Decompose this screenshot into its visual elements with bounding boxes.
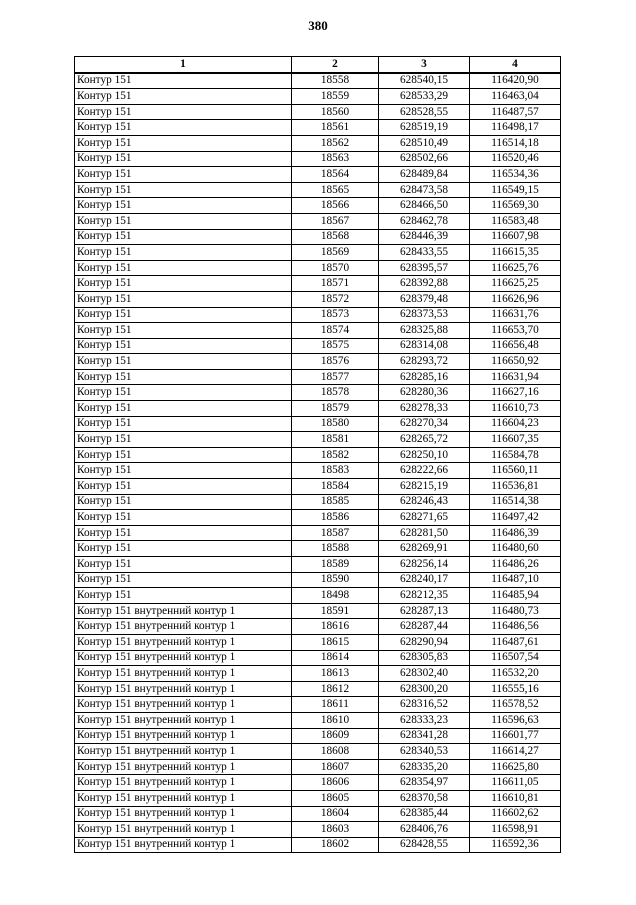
point-number-cell: 18577	[292, 369, 379, 385]
table-row	[75, 73, 561, 89]
point-number-cell: 18561	[292, 120, 379, 136]
point-number-cell: 18584	[292, 479, 379, 495]
point-number-cell: 18567	[292, 213, 379, 229]
table-row	[75, 775, 561, 791]
table-row	[75, 588, 561, 604]
x-coordinate-cell: 628489,84	[379, 167, 470, 183]
y-coordinate-cell: 116514,38	[470, 494, 561, 510]
contour-name-cell: Контур 151 внутренний контур 1	[75, 728, 292, 744]
point-number-cell: 18585	[292, 494, 379, 510]
contour-name-cell: Контур 151	[75, 151, 292, 167]
x-coordinate-cell: 628519,19	[379, 120, 470, 136]
contour-name-cell: Контур 151	[75, 416, 292, 432]
contour-name-cell: Контур 151	[75, 276, 292, 292]
point-number-cell: 18583	[292, 463, 379, 479]
contour-name-cell: Контур 151	[75, 323, 292, 339]
x-coordinate-cell: 628335,20	[379, 759, 470, 775]
contour-name-cell: Контур 151	[75, 245, 292, 261]
x-coordinate-cell: 628373,53	[379, 307, 470, 323]
contour-name-cell: Контур 151	[75, 213, 292, 229]
contour-name-cell: Контур 151	[75, 525, 292, 541]
y-coordinate-cell: 116607,98	[470, 229, 561, 245]
y-coordinate-cell: 116631,94	[470, 369, 561, 385]
contour-name-cell: Контур 151	[75, 447, 292, 463]
y-coordinate-cell: 116627,16	[470, 385, 561, 401]
x-coordinate-cell: 628406,76	[379, 822, 470, 838]
x-coordinate-cell: 628462,78	[379, 213, 470, 229]
y-coordinate-cell: 116487,57	[470, 104, 561, 120]
column-header-4: 4	[470, 57, 561, 73]
coordinates-table	[74, 56, 561, 853]
point-number-cell: 18574	[292, 323, 379, 339]
y-coordinate-cell: 116626,96	[470, 291, 561, 307]
table-row	[75, 323, 561, 339]
table-row	[75, 182, 561, 198]
contour-name-cell: Контур 151	[75, 291, 292, 307]
x-coordinate-cell: 628385,44	[379, 806, 470, 822]
table-row	[75, 447, 561, 463]
contour-name-cell: Контур 151	[75, 432, 292, 448]
point-number-cell: 18563	[292, 151, 379, 167]
y-coordinate-cell: 116610,81	[470, 790, 561, 806]
point-number-cell: 18587	[292, 525, 379, 541]
point-number-cell: 18573	[292, 307, 379, 323]
table-row	[75, 291, 561, 307]
table-row	[75, 167, 561, 183]
y-coordinate-cell: 116534,36	[470, 167, 561, 183]
y-coordinate-cell: 116486,56	[470, 619, 561, 635]
y-coordinate-cell: 116610,73	[470, 401, 561, 417]
y-coordinate-cell: 116520,46	[470, 151, 561, 167]
point-number-cell: 18575	[292, 338, 379, 354]
point-number-cell: 18611	[292, 697, 379, 713]
contour-name-cell: Контур 151 внутренний контур 1	[75, 603, 292, 619]
table-row	[75, 338, 561, 354]
table-row	[75, 432, 561, 448]
y-coordinate-cell: 116583,48	[470, 213, 561, 229]
x-coordinate-cell: 628300,20	[379, 681, 470, 697]
point-number-cell: 18579	[292, 401, 379, 417]
y-coordinate-cell: 116569,30	[470, 198, 561, 214]
contour-name-cell: Контур 151 внутренний контур 1	[75, 790, 292, 806]
y-coordinate-cell: 116497,42	[470, 510, 561, 526]
y-coordinate-cell: 116625,25	[470, 276, 561, 292]
y-coordinate-cell: 116486,39	[470, 525, 561, 541]
point-number-cell: 18615	[292, 634, 379, 650]
x-coordinate-cell: 628305,83	[379, 650, 470, 666]
table-header-row	[75, 57, 561, 73]
column-header-2: 2	[292, 57, 379, 73]
contour-name-cell: Контур 151	[75, 198, 292, 214]
contour-name-cell: Контур 151	[75, 307, 292, 323]
table-row	[75, 744, 561, 760]
contour-name-cell: Контур 151	[75, 120, 292, 136]
point-number-cell: 18608	[292, 744, 379, 760]
table-row	[75, 213, 561, 229]
table-row	[75, 572, 561, 588]
table-body	[75, 73, 561, 853]
point-number-cell: 18580	[292, 416, 379, 432]
y-coordinate-cell: 116507,54	[470, 650, 561, 666]
page-number: 380	[308, 18, 328, 33]
x-coordinate-cell: 628466,50	[379, 198, 470, 214]
x-coordinate-cell: 628222,66	[379, 463, 470, 479]
table-row	[75, 666, 561, 682]
x-coordinate-cell: 628285,16	[379, 369, 470, 385]
x-coordinate-cell: 628278,33	[379, 401, 470, 417]
table-row	[75, 245, 561, 261]
contour-name-cell: Контур 151 внутренний контур 1	[75, 681, 292, 697]
contour-name-cell: Контур 151 внутренний контур 1	[75, 666, 292, 682]
point-number-cell: 18578	[292, 385, 379, 401]
x-coordinate-cell: 628212,35	[379, 588, 470, 604]
x-coordinate-cell: 628395,57	[379, 260, 470, 276]
y-coordinate-cell: 116485,94	[470, 588, 561, 604]
x-coordinate-cell: 628270,34	[379, 416, 470, 432]
y-coordinate-cell: 116602,62	[470, 806, 561, 822]
x-coordinate-cell: 628341,28	[379, 728, 470, 744]
x-coordinate-cell: 628333,23	[379, 712, 470, 728]
point-number-cell: 18581	[292, 432, 379, 448]
point-number-cell: 18558	[292, 73, 379, 89]
y-coordinate-cell: 116498,17	[470, 120, 561, 136]
point-number-cell: 18607	[292, 759, 379, 775]
y-coordinate-cell: 116555,16	[470, 681, 561, 697]
y-coordinate-cell: 116631,76	[470, 307, 561, 323]
table-row	[75, 806, 561, 822]
x-coordinate-cell: 628293,72	[379, 354, 470, 370]
point-number-cell: 18589	[292, 557, 379, 573]
x-coordinate-cell: 628370,58	[379, 790, 470, 806]
contour-name-cell: Контур 151	[75, 557, 292, 573]
contour-name-cell: Контур 151 внутренний контур 1	[75, 634, 292, 650]
table-row	[75, 260, 561, 276]
contour-name-cell: Контур 151 внутренний контур 1	[75, 806, 292, 822]
contour-name-cell: Контур 151	[75, 89, 292, 105]
table-row	[75, 650, 561, 666]
contour-name-cell: Контур 151	[75, 494, 292, 510]
x-coordinate-cell: 628246,43	[379, 494, 470, 510]
y-coordinate-cell: 116625,80	[470, 759, 561, 775]
x-coordinate-cell: 628510,49	[379, 135, 470, 151]
point-number-cell: 18565	[292, 182, 379, 198]
point-number-cell: 18602	[292, 837, 379, 853]
point-number-cell: 18566	[292, 198, 379, 214]
x-coordinate-cell: 628256,14	[379, 557, 470, 573]
contour-name-cell: Контур 151	[75, 369, 292, 385]
y-coordinate-cell: 116592,36	[470, 837, 561, 853]
contour-name-cell: Контур 151	[75, 572, 292, 588]
y-coordinate-cell: 116463,04	[470, 89, 561, 105]
table-row	[75, 790, 561, 806]
x-coordinate-cell: 628502,66	[379, 151, 470, 167]
table-row	[75, 120, 561, 136]
contour-name-cell: Контур 151 внутренний контур 1	[75, 744, 292, 760]
table-row	[75, 416, 561, 432]
table-row	[75, 603, 561, 619]
point-number-cell: 18588	[292, 541, 379, 557]
x-coordinate-cell: 628287,13	[379, 603, 470, 619]
x-coordinate-cell: 628340,53	[379, 744, 470, 760]
y-coordinate-cell: 116598,91	[470, 822, 561, 838]
x-coordinate-cell: 628271,65	[379, 510, 470, 526]
point-number-cell: 18591	[292, 603, 379, 619]
y-coordinate-cell: 116486,26	[470, 557, 561, 573]
contour-name-cell: Контур 151 внутренний контур 1	[75, 837, 292, 853]
column-header-3: 3	[379, 57, 470, 73]
y-coordinate-cell: 116614,27	[470, 744, 561, 760]
x-coordinate-cell: 628265,72	[379, 432, 470, 448]
contour-name-cell: Контур 151	[75, 167, 292, 183]
column-header-1: 1	[75, 57, 292, 73]
point-number-cell: 18572	[292, 291, 379, 307]
contour-name-cell: Контур 151 внутренний контур 1	[75, 712, 292, 728]
contour-name-cell: Контур 151 внутренний контур 1	[75, 822, 292, 838]
contour-name-cell: Контур 151	[75, 135, 292, 151]
contour-name-cell: Контур 151 внутренний контур 1	[75, 650, 292, 666]
table-row	[75, 822, 561, 838]
x-coordinate-cell: 628528,55	[379, 104, 470, 120]
table-row	[75, 104, 561, 120]
point-number-cell: 18606	[292, 775, 379, 791]
table-row	[75, 510, 561, 526]
y-coordinate-cell: 116532,20	[470, 666, 561, 682]
contour-name-cell: Контур 151	[75, 104, 292, 120]
x-coordinate-cell: 628287,44	[379, 619, 470, 635]
point-number-cell: 18564	[292, 167, 379, 183]
table-row	[75, 494, 561, 510]
contour-name-cell: Контур 151	[75, 463, 292, 479]
y-coordinate-cell: 116480,60	[470, 541, 561, 557]
contour-name-cell: Контур 151 внутренний контур 1	[75, 775, 292, 791]
x-coordinate-cell: 628428,55	[379, 837, 470, 853]
contour-name-cell: Контур 151	[75, 401, 292, 417]
contour-name-cell: Контур 151	[75, 588, 292, 604]
point-number-cell: 18603	[292, 822, 379, 838]
point-number-cell: 18604	[292, 806, 379, 822]
table-row	[75, 354, 561, 370]
x-coordinate-cell: 628540,15	[379, 73, 470, 89]
table-row	[75, 728, 561, 744]
y-coordinate-cell: 116420,90	[470, 73, 561, 89]
contour-name-cell: Контур 151	[75, 510, 292, 526]
x-coordinate-cell: 628302,40	[379, 666, 470, 682]
table-row	[75, 525, 561, 541]
point-number-cell: 18610	[292, 712, 379, 728]
y-coordinate-cell: 116480,73	[470, 603, 561, 619]
contour-name-cell: Контур 151	[75, 73, 292, 89]
y-coordinate-cell: 116584,78	[470, 447, 561, 463]
table-row	[75, 198, 561, 214]
y-coordinate-cell: 116656,48	[470, 338, 561, 354]
table-row	[75, 135, 561, 151]
table-row	[75, 837, 561, 853]
contour-name-cell: Контур 151	[75, 385, 292, 401]
y-coordinate-cell: 116578,52	[470, 697, 561, 713]
table-row	[75, 151, 561, 167]
table-row	[75, 681, 561, 697]
table-row	[75, 401, 561, 417]
x-coordinate-cell: 628240,17	[379, 572, 470, 588]
table-row	[75, 712, 561, 728]
contour-name-cell: Контур 151	[75, 338, 292, 354]
x-coordinate-cell: 628433,55	[379, 245, 470, 261]
y-coordinate-cell: 116596,63	[470, 712, 561, 728]
contour-name-cell: Контур 151 внутренний контур 1	[75, 619, 292, 635]
x-coordinate-cell: 628290,94	[379, 634, 470, 650]
contour-name-cell: Контур 151	[75, 182, 292, 198]
point-number-cell: 18582	[292, 447, 379, 463]
y-coordinate-cell: 116560,11	[470, 463, 561, 479]
y-coordinate-cell: 116607,35	[470, 432, 561, 448]
y-coordinate-cell: 116604,23	[470, 416, 561, 432]
table-row	[75, 759, 561, 775]
contour-name-cell: Контур 151	[75, 260, 292, 276]
y-coordinate-cell: 116549,15	[470, 182, 561, 198]
x-coordinate-cell: 628354,97	[379, 775, 470, 791]
point-number-cell: 18590	[292, 572, 379, 588]
x-coordinate-cell: 628250,10	[379, 447, 470, 463]
table-row	[75, 385, 561, 401]
y-coordinate-cell: 116601,77	[470, 728, 561, 744]
point-number-cell: 18613	[292, 666, 379, 682]
point-number-cell: 18498	[292, 588, 379, 604]
y-coordinate-cell: 116653,70	[470, 323, 561, 339]
point-number-cell: 18576	[292, 354, 379, 370]
contour-name-cell: Контур 151	[75, 541, 292, 557]
point-number-cell: 18559	[292, 89, 379, 105]
y-coordinate-cell: 116611,05	[470, 775, 561, 791]
point-number-cell: 18570	[292, 260, 379, 276]
point-number-cell: 18614	[292, 650, 379, 666]
table-row	[75, 463, 561, 479]
contour-name-cell: Контур 151 внутренний контур 1	[75, 759, 292, 775]
table-row	[75, 697, 561, 713]
point-number-cell: 18568	[292, 229, 379, 245]
table-row	[75, 369, 561, 385]
y-coordinate-cell: 116487,61	[470, 634, 561, 650]
contour-name-cell: Контур 151	[75, 479, 292, 495]
point-number-cell: 18605	[292, 790, 379, 806]
point-number-cell: 18586	[292, 510, 379, 526]
contour-name-cell: Контур 151	[75, 354, 292, 370]
table-row	[75, 89, 561, 105]
table-row	[75, 557, 561, 573]
x-coordinate-cell: 628473,58	[379, 182, 470, 198]
table-row	[75, 634, 561, 650]
x-coordinate-cell: 628392,88	[379, 276, 470, 292]
point-number-cell: 18560	[292, 104, 379, 120]
point-number-cell: 18569	[292, 245, 379, 261]
point-number-cell: 18571	[292, 276, 379, 292]
contour-name-cell: Контур 151 внутренний контур 1	[75, 697, 292, 713]
x-coordinate-cell: 628281,50	[379, 525, 470, 541]
point-number-cell: 18609	[292, 728, 379, 744]
table-row	[75, 619, 561, 635]
y-coordinate-cell: 116536,81	[470, 479, 561, 495]
y-coordinate-cell: 116514,18	[470, 135, 561, 151]
x-coordinate-cell: 628215,19	[379, 479, 470, 495]
table-row	[75, 479, 561, 495]
x-coordinate-cell: 628269,91	[379, 541, 470, 557]
y-coordinate-cell: 116615,35	[470, 245, 561, 261]
x-coordinate-cell: 628325,88	[379, 323, 470, 339]
y-coordinate-cell: 116625,76	[470, 260, 561, 276]
x-coordinate-cell: 628314,08	[379, 338, 470, 354]
x-coordinate-cell: 628533,29	[379, 89, 470, 105]
point-number-cell: 18562	[292, 135, 379, 151]
table-row	[75, 307, 561, 323]
y-coordinate-cell: 116487,10	[470, 572, 561, 588]
point-number-cell: 18616	[292, 619, 379, 635]
table-row	[75, 541, 561, 557]
point-number-cell: 18612	[292, 681, 379, 697]
x-coordinate-cell: 628316,52	[379, 697, 470, 713]
y-coordinate-cell: 116650,92	[470, 354, 561, 370]
x-coordinate-cell: 628280,36	[379, 385, 470, 401]
table-row	[75, 276, 561, 292]
x-coordinate-cell: 628446,39	[379, 229, 470, 245]
contour-name-cell: Контур 151	[75, 229, 292, 245]
x-coordinate-cell: 628379,48	[379, 291, 470, 307]
table-row	[75, 229, 561, 245]
